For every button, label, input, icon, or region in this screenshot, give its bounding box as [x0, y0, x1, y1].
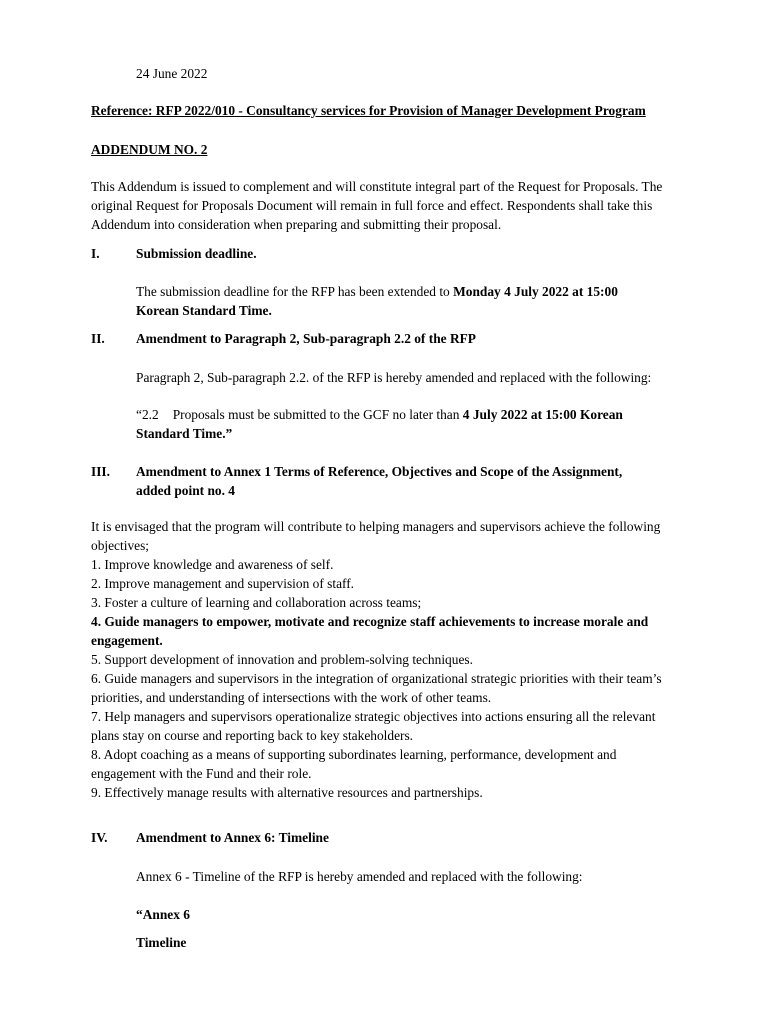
annex-6-heading: “Annex 6 [136, 907, 190, 922]
section-2-title: Amendment to Paragraph 2, Sub-paragraph 2.2 of the RFP [136, 331, 476, 346]
section-1-number: I. [91, 246, 100, 261]
objectives-list [91, 555, 683, 802]
section-2-text: Paragraph 2, Sub-paragraph 2.2. of the RFP is hereby amended and replaced with the following: [136, 370, 652, 385]
section-4-number: IV. [91, 830, 108, 845]
section-1-text: The submission deadline for the RFP has been extended to Monday 4 July 2022 at 15:00 Korean Standard Time. [136, 284, 618, 318]
section-2-quote: “2.2 Proposals must be submitted to the GCF no later than 4 July 2022 at 15:00 Korean Standard Time.” [136, 407, 623, 441]
document-date: 24 June 2022 [136, 66, 208, 81]
section-1-title: Submission deadline. [136, 246, 257, 261]
list-item: 8. Adopt coaching as a means of supporting subordinates learning, performance, development and engagement with the Fund and their role. [91, 747, 617, 781]
list-item: 7. Help managers and supervisors operationalize strategic objectives into actions ensuring all the relevant plans stay on course and reporting back to key stakeholders. [91, 709, 656, 743]
section-4-title: Amendment to Annex 6: Timeline [136, 830, 329, 845]
section-4-text: Annex 6 - Timeline of the RFP is hereby amended and replaced with the following: [136, 869, 583, 884]
timeline-heading: Timeline [136, 935, 187, 950]
objectives-intro: It is envisaged that the program will contribute to helping managers and supervisors achieve the following objectives; [91, 519, 661, 553]
section-2-number: II. [91, 331, 105, 346]
section-3-number: III. [91, 464, 110, 479]
list-item: 4. Guide managers to empower, motivate and recognize staff achievements to increase morale and engagement. [91, 614, 649, 648]
section-3-title: Amendment to Annex 1 Terms of Reference, Objectives and Scope of the Assignment, added point no. 4 [136, 464, 623, 498]
list-item: 3. Foster a culture of learning and collaboration across teams; [91, 595, 422, 610]
section-1-deadline: Monday 4 July 2022 at 15:00 Korean Standard Time. [136, 284, 618, 318]
list-item: 2. Improve management and supervision of staff. [91, 576, 355, 591]
addendum-title: ADDENDUM NO. 2 [91, 142, 208, 157]
list-item: 1. Improve knowledge and awareness of self. [91, 557, 334, 572]
list-item: 6. Guide managers and supervisors in the integration of organizational strategic priorities with their team’s priorities, and understanding of intersections with the work of other teams. [91, 671, 662, 705]
intro-paragraph: This Addendum is issued to complement and will constitute integral part of the Request for Proposals. The original Request for Proposals Document will remain in full force and effect. Respondents shall take this Addendum into consideration when preparing and submitting their proposal. [91, 179, 663, 232]
list-item: 9. Effectively manage results with alternative resources and partnerships. [91, 785, 483, 800]
section-2-quote-deadline: 4 July 2022 at 15:00 Korean Standard Time.” [136, 407, 623, 441]
list-item: 5. Support development of innovation and problem-solving techniques. [91, 652, 473, 667]
reference-line: Reference: RFP 2022/010 - Consultancy services for Provision of Manager Development Program [91, 103, 646, 118]
